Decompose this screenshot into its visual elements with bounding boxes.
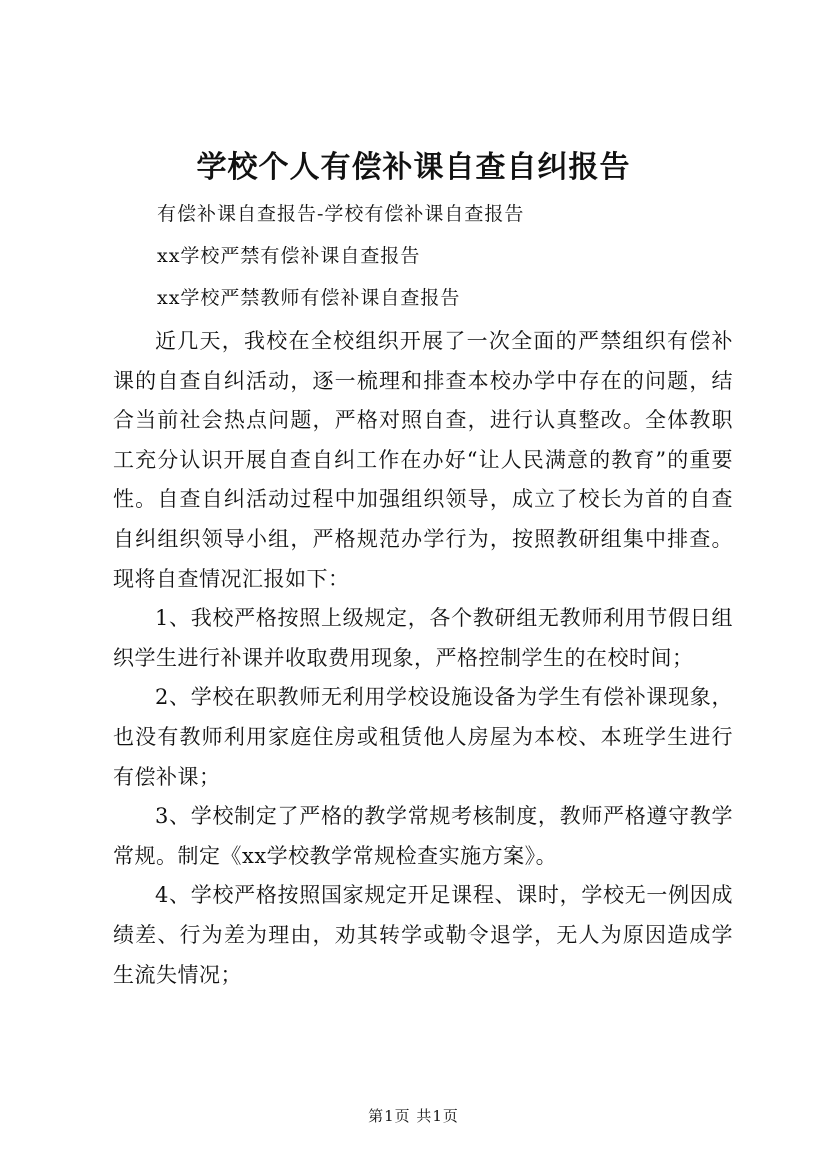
- paragraph-item-4: 4、学校严格按照国家规定开足课程、课时，学校无一例因成绩差、行为差为理由，劝其转学或勒令退学，无人为原因造成学生流失情况；: [113, 883, 733, 987]
- paragraph-intro: 近几天，我校在全校组织开展了一次全面的严禁组织有偿补课的自查自纠活动，逐一梳理和排查本校办学中存在的问题，结合当前社会热点问题，严格对照自查，进行认真整改。全体教职工充分认识开展自查自纠工作在办好“让人民满意的教育”的重要性。自查自纠活动过程中加强组织领导，成立了校长为首的自查自纠组织领导小组，严格规范办学行为，按照教研组集中排查。现将自查情况汇报如下：: [113, 329, 733, 591]
- page-number-footer: 第1页 共1页: [368, 1107, 459, 1125]
- paragraph-item-3: 3、学校制定了严格的教学常规考核制度，教师严格遵守教学常规。制定《xx学校教学常规检查实施方案》。: [113, 804, 733, 868]
- paragraph-item-2: 2、学校在职教师无利用学校设施设备为学生有偿补课现象，也没有教师利用家庭住房或租赁他人房屋为本校、本班学生进行有偿补课；: [113, 685, 733, 789]
- paragraph-item-1: 1、我校严格按照上级规定，各个教研组无教师利用节假日组织学生进行补课并收取费用现象，严格控制学生的在校时间；: [113, 606, 733, 670]
- document-title: 学校个人有偿补课自查自纠报告: [196, 150, 631, 185]
- subtitle-line-3: xx学校严禁教师有偿补课自查报告: [157, 287, 461, 309]
- document-body: [113, 322, 733, 995]
- subtitle-line-2: xx学校严禁有偿补课自查报告: [157, 245, 421, 267]
- subtitle-line-1: 有偿补课自查报告-学校有偿补课自查报告: [157, 203, 525, 225]
